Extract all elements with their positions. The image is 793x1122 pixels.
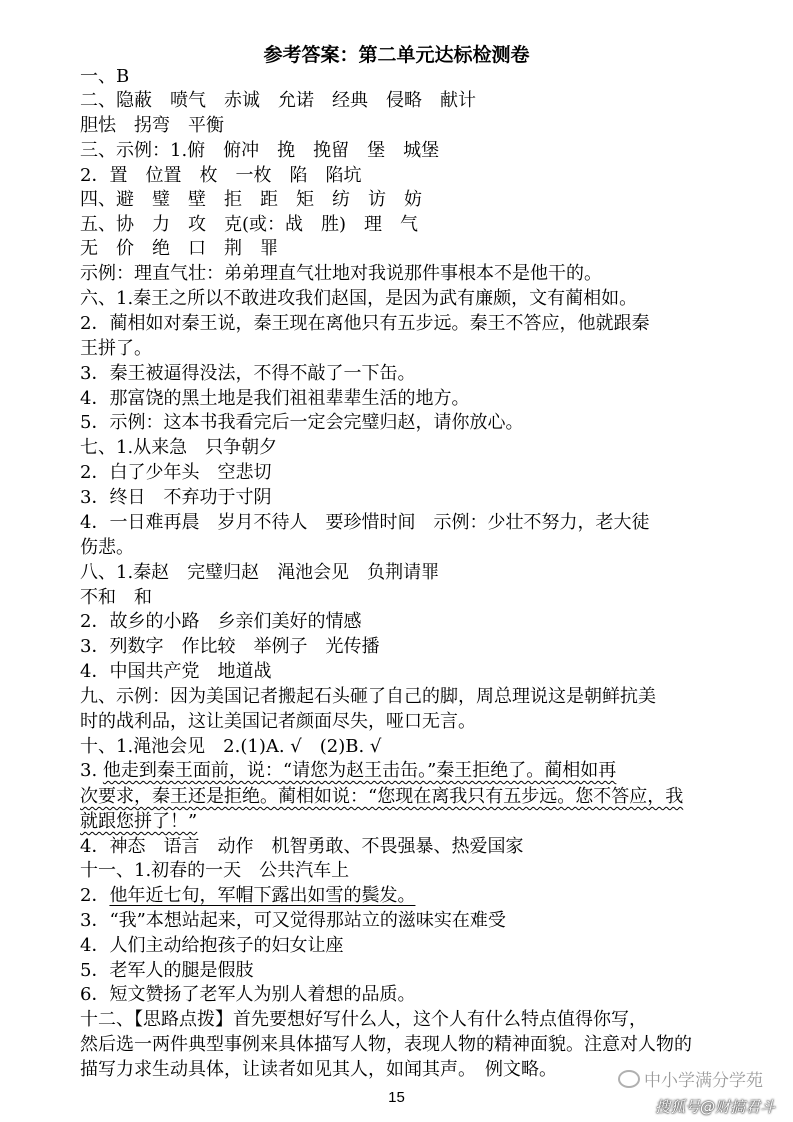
answer-line: [0, 935, 793, 957]
answer-line: [0, 90, 793, 112]
answer-line-text: 四、避 璧 壁 拒 距 矩 纺 访 妨: [80, 189, 422, 210]
answer-line: [0, 1009, 793, 1031]
answer-line-text: 王拼了。: [80, 338, 152, 359]
answer-line-text: 3．“我”本想站起来，可又觉得那站立的滋味实在难受: [80, 910, 506, 931]
answer-line: [0, 189, 793, 211]
answer-line: [0, 984, 793, 1006]
answer-line-text: 3．列数字 作比较 举例子 光传播: [80, 636, 380, 657]
answer-line-text: 时的战利品，这让美国记者颜面尽失，哑口无言。: [80, 711, 476, 732]
answer-line: [0, 437, 793, 459]
answer-line-text: 3．秦王被逼得没法，不得不敲了一下缶。: [80, 363, 416, 384]
answer-line: [0, 313, 793, 335]
page-title: 参考答案：第二单元达标检测卷: [263, 44, 530, 66]
answer-line-text: 十一、1.初春的一天 公共汽车上: [80, 860, 350, 881]
answer-line: [0, 686, 793, 708]
answer-line: [0, 140, 793, 162]
answer-line: [0, 636, 793, 658]
answer-line-text: 示例：理直气壮：弟弟理直气壮地对我说那件事根本不是他干的。: [80, 263, 602, 284]
answer-line-text: 六、1.秦王之所以不敢进攻我们赵国，是因为武有廉颇，文有蔺相如。: [80, 288, 638, 309]
answer-line-text: 3．终日 不弃功于寸阴: [80, 487, 272, 508]
answer-line: [0, 786, 793, 808]
answer-line: [0, 487, 793, 509]
answer-line: [0, 462, 793, 484]
answer-line-text: 5．示例：这本书我看完后一定会完璧归赵，请你放心。: [80, 412, 524, 433]
answer-line-text: 九、示例：因为美国记者搬起石头砸了自己的脚，周总理说这是朝鲜抗美: [80, 686, 656, 707]
answer-line: [0, 910, 793, 932]
answer-line: [0, 611, 793, 633]
answer-line-text: 5．老军人的腿是假肢: [80, 960, 254, 981]
answer-line: [0, 587, 793, 609]
answer-line: [0, 115, 793, 137]
answer-line-text: 4．一日难再晨 岁月不待人 要珍惜时间 示例：少壮不努力，老大徒: [80, 512, 650, 533]
answer-line-text: 五、协 力 攻 克(或：战 胜) 理 气: [80, 214, 419, 235]
answer-line: [0, 263, 793, 285]
answer-line-text: 一、B: [80, 66, 130, 87]
answer-line: [0, 811, 793, 833]
answer-line-text: 伤悲。: [80, 537, 134, 558]
answer-line-prefix: 3.: [80, 760, 103, 781]
answer-line-text: 4．那富饶的黑土地是我们祖祖辈辈生活的地方。: [80, 388, 470, 409]
watermark-account-text: 中小学满分学苑: [644, 1071, 763, 1091]
answer-line: [0, 760, 793, 782]
answer-line-prefix: 2．: [80, 885, 110, 906]
answer-line: [0, 512, 793, 534]
answer-line: [0, 288, 793, 310]
page-number: 15: [388, 1089, 405, 1106]
answer-line-text: 描写力求生动具体，让读者如见其人，如闻其声。 例文略。: [80, 1059, 557, 1080]
answer-line-text: 4．中国共产党 地道战: [80, 661, 272, 682]
answer-line-text: 2．白了少年头 空悲切: [80, 462, 272, 483]
answer-line-text: 2．蔺相如对秦王说，秦王现在离他只有五步远。秦王不答应，他就跟秦: [80, 313, 650, 334]
answer-line: [0, 860, 793, 882]
answer-line: [0, 960, 793, 982]
answer-line-text: 次要求，秦王还是拒绝。蔺相如说：“您现在离我只有五步远。您不答应，我: [80, 786, 684, 807]
answer-line-text: 他年近七旬，军帽下露出如雪的鬓发。: [109, 885, 416, 906]
answer-line: [0, 562, 793, 584]
answer-line-text: 十二、【思路点拨】首先要想好写什么人，这个人有什么特点值得你写，: [80, 1009, 647, 1030]
answer-line-text: 就跟您拼了！”: [80, 811, 198, 832]
answer-line-text: 十、1.渑池会见 2.(1)A. √ (2)B. √: [80, 736, 382, 757]
wechat-icon: [618, 1070, 640, 1088]
answer-line: [0, 537, 793, 559]
answer-line: [0, 214, 793, 236]
answer-line-text: 他走到秦王面前，说：“请您为赵王击缶。”秦王拒绝了。蔺相如再: [102, 760, 617, 781]
answer-line: [0, 66, 793, 88]
answer-line-text: 2．置 位置 枚 一枚 陷 陷坑: [80, 165, 362, 186]
answer-line: [0, 836, 793, 858]
answer-line-text: 胆怯 拐弯 平衡: [80, 115, 224, 136]
answer-line-text: 七、1.从来急 只争朝夕: [80, 437, 278, 458]
answer-line: [0, 736, 793, 758]
answer-line-text: 无 价 绝 口 荆 罪: [80, 238, 278, 259]
answer-line: [0, 661, 793, 683]
answer-line: [0, 885, 793, 907]
watermark-account: [618, 1066, 763, 1091]
answer-line: [0, 238, 793, 260]
answer-line: [0, 338, 793, 360]
answer-line: [0, 363, 793, 385]
answer-line-text: 6．短文赞扬了老军人为别人着想的品质。: [80, 984, 416, 1005]
answer-line-text: 三、示例：1.俯 俯冲 挽 挽留 堡 城堡: [80, 140, 440, 161]
answer-line-text: 4．神态 语言 动作 机智勇敢、不畏强暴、热爱国家: [80, 836, 524, 857]
watermark-source: 搜狐号@财搞君斗: [655, 1098, 776, 1116]
answer-line-text: 4．人们主动给抱孩子的妇女让座: [80, 935, 344, 956]
answer-line-text: 然后选一两件典型事例来具体描写人物，表现人物的精神面貌。注意对人物的: [80, 1034, 692, 1055]
answer-line-text: 八、1.秦赵 完璧归赵 渑池会见 负荆请罪: [80, 562, 440, 583]
answer-line-text: 二、隐蔽 喷气 赤诚 允诺 经典 侵略 献计: [80, 90, 476, 111]
answer-line-text: 2．故乡的小路 乡亲们美好的情感: [80, 611, 362, 632]
answer-line: [0, 412, 793, 434]
answer-line: [0, 711, 793, 733]
answer-line-text: 不和 和: [80, 587, 152, 608]
answer-line: [0, 388, 793, 410]
answer-line: [0, 165, 793, 187]
answer-line: [0, 1034, 793, 1056]
